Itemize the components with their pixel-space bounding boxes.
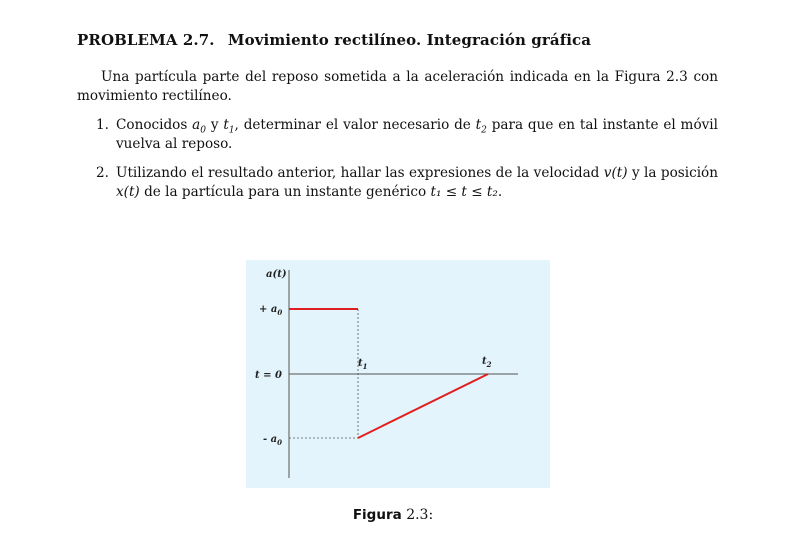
t-zero-label: t = 0 — [255, 370, 282, 381]
problem-number: PROBLEMA 2.7. — [77, 31, 215, 49]
list-item-text: Utilizando el resultado anterior, hallar las expresiones de la velocidad v(t) y la posición x(t) de la partícula para un instante genérico t₁ ≤ t ≤ t₂. — [116, 165, 718, 200]
t2-label: $t_2$ — [482, 356, 492, 369]
symbol-t1: $t_1$ — [223, 117, 235, 136]
caption-label: Figura — [352, 507, 402, 523]
list-item-1 — [96, 116, 718, 154]
negative-acceleration-ramp — [358, 374, 488, 438]
symbol-v: v(t) — [603, 165, 628, 181]
t1-label: $t_1$ — [358, 358, 368, 371]
list-item-number: 2. — [96, 165, 109, 181]
pos-a0-label: + $a_0$ — [259, 304, 283, 317]
list-item-number: 1. — [96, 117, 109, 133]
symbol-a0: $a_0$ — [192, 117, 207, 136]
y-axis-label: a(t) — [266, 269, 287, 280]
symbol-x: x(t) — [116, 184, 140, 200]
symbol-t2: $t_2$ — [475, 117, 487, 136]
problem-heading — [77, 31, 591, 49]
figure-caption — [0, 507, 786, 523]
intro-paragraph: Una partícula parte del reposo sometida a la aceleración indicada en la Figura 2.3 con movimiento rectilíneo. — [77, 69, 718, 104]
list-item-2 — [96, 164, 718, 202]
problem-title: Movimiento rectilíneo. Integración gráfica — [227, 31, 592, 49]
acceleration-graph — [246, 260, 550, 488]
neg-a0-label: - $a_0$ — [263, 434, 282, 447]
caption-number: 2.3: — [406, 507, 434, 523]
symbol-range: t₁ ≤ t ≤ t₂ — [430, 184, 498, 200]
list-item-text: Conocidos $a_0$ y $t_1$, determinar el valor necesario de $t_2$ para que en tal instante el móvil vuelva al reposo. — [116, 117, 718, 152]
acceleration-figure — [246, 260, 550, 488]
